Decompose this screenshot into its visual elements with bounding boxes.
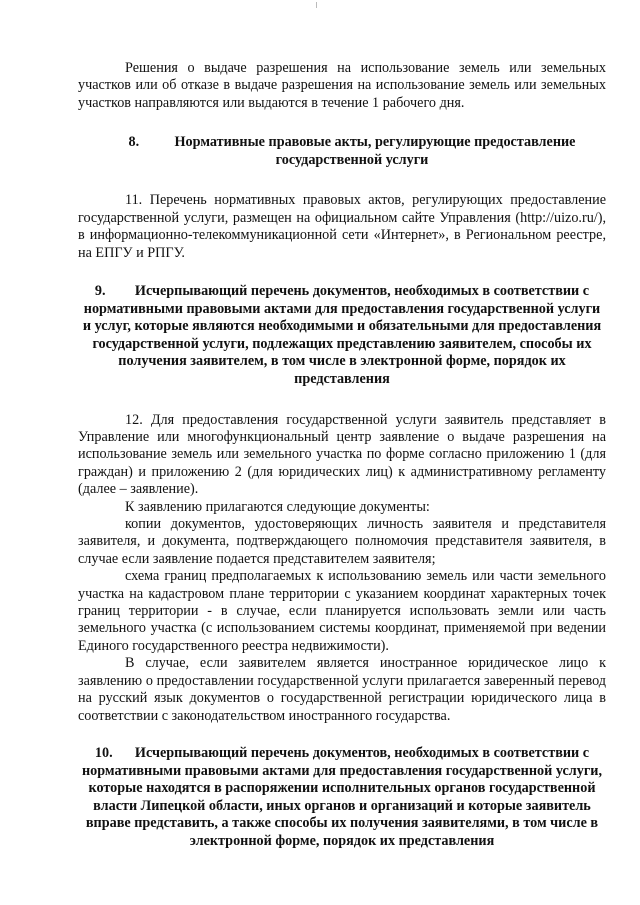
paragraph-decision-timing: Решения о выдаче разрешения на использование земель или земельных участков или об отказе в выдаче разрешения на использование земель или земельных участков направляются или выдаются в течение 1 рабочего дня. xyxy=(78,60,606,111)
section-9-heading xyxy=(78,283,606,389)
section-10-title: Исчерпывающий перечень документов, необходимых в соответствии с нормативными правовыми актами для предоставления государственной услуги, которые находятся в распоряжении исполнительных органов государственной власти Липецкой области, иных органов и организаций и которые заявитель вправе представить, а также способы их получения заявителями, в том числе в электронной форме, порядок их представления xyxy=(81,744,602,849)
paragraph-foreign-entity: В случае, если заявителем является иностранное юридическое лицо к заявлению о предоставлении государственной услуги прилагается заверенный перевод на русский язык документов о государственной регистрации юридического лица в соответствии с законодательством иностранного государства. xyxy=(78,655,606,724)
paragraph-attached-docs: К заявлению прилагаются следующие документы: xyxy=(125,498,430,515)
document-body xyxy=(78,60,606,850)
section-9-number: 9. xyxy=(94,283,106,300)
section-8-heading xyxy=(78,134,606,169)
section-10-number: 10. xyxy=(94,744,113,761)
section-8-number: 8. xyxy=(128,134,140,151)
section-9-title: Исчерпывающий перечень документов, необходимых в соответствии с нормативными правовыми актами для предоставления государственной услуги и услуг, которые являются необходимыми и обязательными для предоставления государственной услуги, подлежащих представлению заявителем, способы их получения заявителем, в том числе в электронной форме, порядок их представления xyxy=(82,283,602,387)
paragraph-identity-copies: копии документов, удостоверяющих личность заявителя и представителя заявителя, и документа, подтверждающего полномочия представителя заявителя, в случае если заявление подается представителем заявителя; xyxy=(78,516,606,567)
scan-mark xyxy=(316,2,317,8)
section-10-heading xyxy=(78,745,606,851)
section-8-title: Нормативные правовые акты, регулирующие предоставление государственной услуги xyxy=(174,134,576,168)
paragraph-11: 11. Перечень нормативных правовых актов, регулирующих предоставление государственной услуги, размещен на официальном сайте Управления (http://uizo.ru/), в информационно-телекоммуникационной сети «Интернет», в Региональном реестре, на ЕПГУ и РПГУ. xyxy=(78,192,606,261)
paragraph-12: 12. Для предоставления государственной услуги заявитель представляет в Управление или многофункциональный центр заявление о выдаче разрешения на использование земель или земельного участка по форме согласно приложению 1 (для граждан) и приложению 2 (для юридических лиц) к административному регламенту (далее – заявление). xyxy=(78,411,606,498)
paragraph-boundary-scheme: схема границ предполагаемых к использованию земель или части земельного участка на кадастровом плане территории с указанием координат характерных точек границ территории - в случае, если планируется использовать земли или часть земельного участка (с использованием системы координат, применяемой при ведении Единого государственного реестра недвижимости). xyxy=(78,568,606,654)
